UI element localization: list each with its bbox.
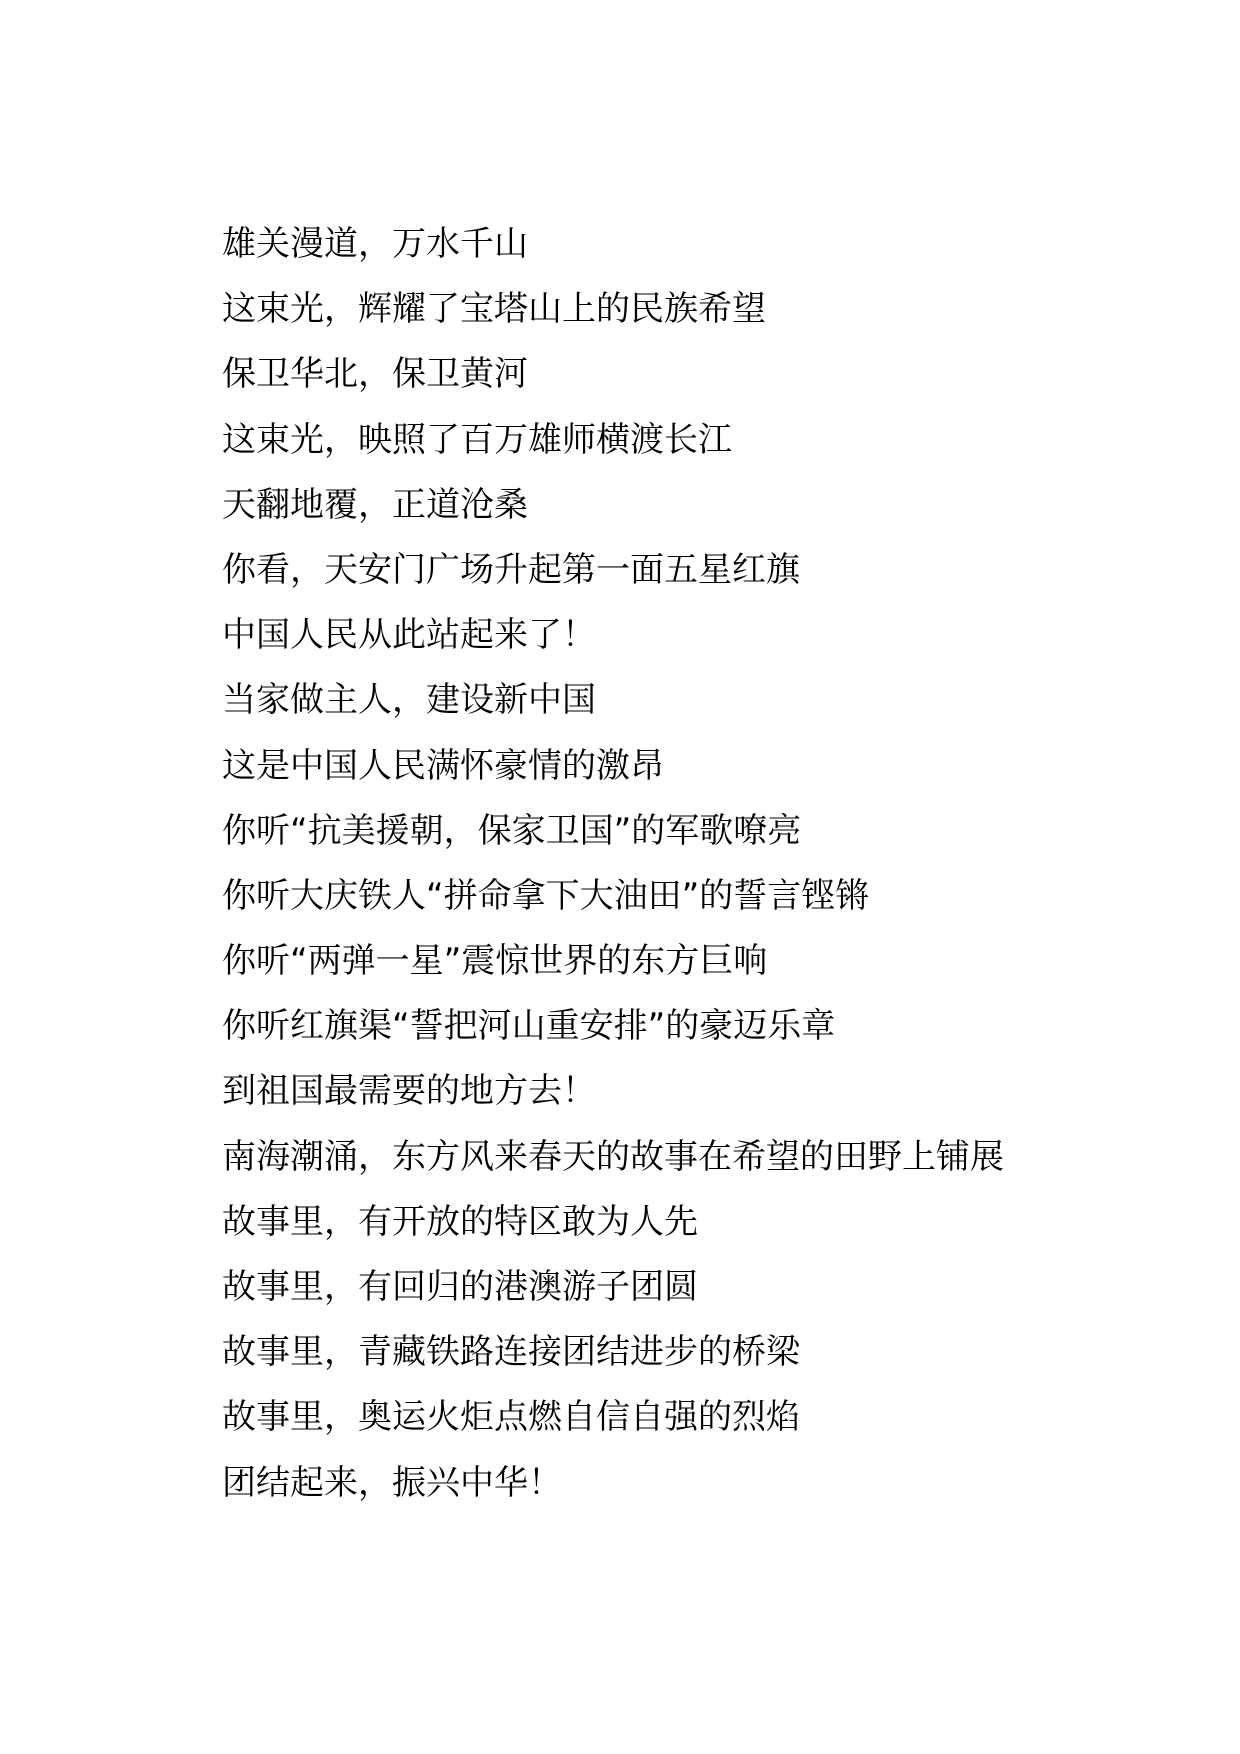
poem-line-7: 中国人民从此站起来了！: [222, 615, 596, 656]
poem-line-13: 你听红旗渠“誓把河山重安排”的豪迈乐章: [222, 1006, 836, 1047]
poem-line-19: 故事里，奥运火炬点燃自信自强的烈焰: [222, 1397, 800, 1438]
poem-line-1: 雄关漫道，万水千山: [222, 224, 528, 264]
poem-line-11: 你听大庆铁人“拼命拿下大油田”的誓言铿锵: [222, 875, 870, 916]
poem-line-8: 当家做主人，建设新中国: [222, 680, 596, 721]
poem-line-2: 这束光，辉耀了宝塔山上的民族希望: [222, 289, 766, 330]
poem-line-9: 这是中国人民满怀豪情的激昂: [222, 745, 664, 786]
poem-line-15: 南海潮涌，东方风来春天的故事在希望的田野上铺展: [222, 1136, 1004, 1177]
poem-line-10: 你听“抗美援朝，保家卫国”的军歌嘹亮: [222, 810, 802, 851]
poem-line-18: 故事里，青藏铁路连接团结进步的桥梁: [222, 1332, 800, 1373]
poem-line-3: 保卫华北，保卫黄河: [222, 354, 528, 395]
poem-line-6: 你看，天安门广场升起第一面五星红旗: [222, 549, 800, 590]
poem-line-14: 到祖国最需要的地方去！: [222, 1071, 596, 1112]
poem-line-4: 这束光，映照了百万雄师横渡长江: [222, 419, 732, 460]
poem-line-12: 你听“两弹一星”震惊世界的东方巨响: [222, 941, 768, 982]
poem-text: [222, 220, 1122, 1524]
poem-line-20: 团结起来，振兴中华！: [222, 1462, 562, 1503]
poem-line-16: 故事里，有开放的特区敢为人先: [222, 1201, 698, 1242]
poem-line-5: 天翻地覆，正道沧桑: [222, 484, 528, 525]
poem-line-17: 故事里，有回归的港澳游子团圆: [222, 1267, 698, 1307]
